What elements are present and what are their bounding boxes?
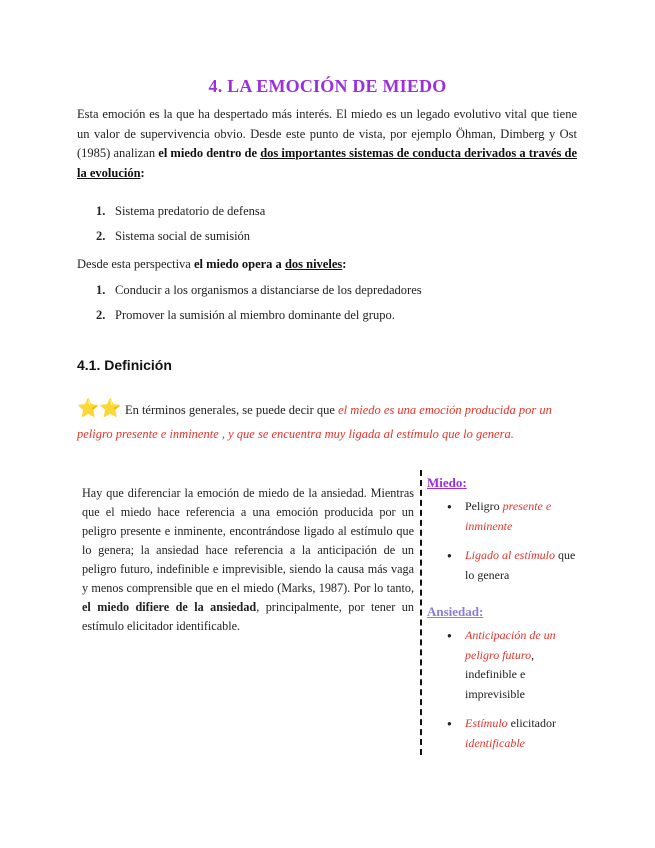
dashed-divider (420, 470, 422, 755)
section-heading: 4.1. Definición (77, 357, 172, 373)
list-item (96, 229, 265, 254)
intro-colon: : (140, 165, 145, 180)
miedo-heading: Miedo: (427, 475, 467, 490)
list-item (96, 204, 265, 229)
list-item: ● Peligro presente e inminente (447, 497, 582, 536)
list-text: Sistema predatorio de defensa (115, 204, 266, 218)
definition-highlight: el miedo es una emoción producida por un peligro presente e inminente , y que se encuentra muy ligada al estímulo que lo genera. (77, 403, 552, 441)
list-number: 1. (96, 204, 106, 218)
list-item: ● Estímulo elicitador identificable (447, 714, 582, 753)
list-number: 1. (96, 283, 106, 297)
intro-bold: el miedo dentro de (158, 146, 261, 161)
list-text: Conducir a los organismos a distanciarse de los depredadores (115, 283, 422, 297)
page-title: 4. LA EMOCIÓN DE MIEDO (208, 76, 447, 96)
miedo-list (447, 497, 582, 595)
levels-bold: el miedo opera a (193, 257, 285, 271)
list-number: 2. (96, 307, 106, 322)
list-item (96, 283, 422, 308)
definition-paragraph (77, 396, 582, 446)
intro-bold-underline: dos importantes sistemas de conducta derivados a través de la evolución (77, 146, 577, 180)
ansiedad-heading: Ansiedad: (427, 604, 484, 619)
defense-systems-list (96, 204, 265, 253)
levels-colon: : (342, 257, 347, 271)
comparison-paragraph (82, 484, 414, 636)
intro-paragraph (77, 105, 577, 183)
list-text: Promover la sumisión al miembro dominante del grupo. (115, 307, 395, 322)
comparison-bold: el miedo difiere de la ansiedad (82, 600, 257, 614)
list-item: ● Anticipación de un peligro futuro, indefinible e imprevisible (447, 626, 582, 704)
ansiedad-list (447, 626, 582, 763)
intro-text: Esta emoción es la que ha despertado más interés. El miedo es un legado evolutivo vital que tiene un valor de supervivencia obvio. Desde este punto de vista, por ejemplo Öhman, Dimberg y Ost (1985) analizan (77, 107, 577, 161)
definition-text: En términos generales, se puede decir que (121, 403, 339, 417)
list-item (96, 308, 422, 333)
list-number: 2. (96, 228, 106, 243)
levels-text: Desde esta perspectiva (77, 257, 194, 271)
levels-bold-underline: dos niveles (284, 257, 343, 271)
star-icon: ⭐⭐ (77, 398, 122, 418)
list-text: Sistema social de sumisión (115, 228, 251, 243)
comparison-text-end: , principalmente, por tener un estímulo elicitador identificable. (82, 600, 414, 633)
levels-paragraph (77, 255, 577, 275)
list-item: ● Ligado al estímulo que lo genera (447, 546, 582, 585)
levels-list (96, 283, 422, 332)
comparison-text: Hay que diferenciar la emoción de miedo de la ansiedad. Mientras que el miedo hace referencia a una emoción producida por un peligro presente e inminente, encontrándose ligado al estímulo que lo genera; la ansiedad hace referencia a la anticipación de un peligro futuro, indefinible e imprevisible, siendo la causa más vaga y menos comprensible que en el miedo (Marks, 1987). Por lo tanto, (82, 486, 414, 595)
